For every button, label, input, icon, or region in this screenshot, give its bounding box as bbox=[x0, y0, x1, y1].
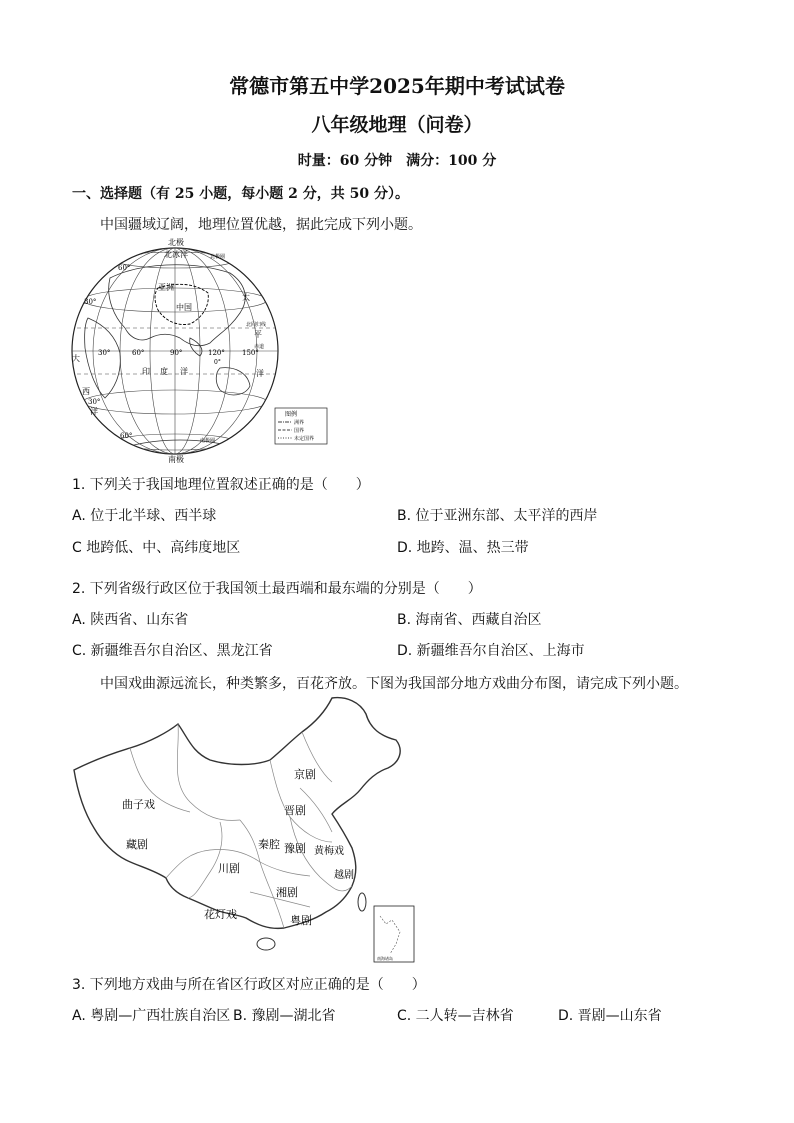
label-south-pole: 南极 bbox=[168, 455, 184, 464]
label-zero: 0° bbox=[214, 359, 221, 366]
q1-option-b[interactable]: B. 位于亚洲东部、太平洋的西岸 bbox=[397, 508, 598, 524]
question-2-stem: 2. 下列省级行政区位于我国领土最西端和最东端的分别是（ ） bbox=[72, 581, 482, 597]
q1-option-a[interactable]: A. 位于北半球、西半球 bbox=[72, 508, 217, 524]
q1-option-d[interactable]: D. 地跨、温、热三带 bbox=[397, 540, 529, 556]
label-indian-3: 洋 bbox=[180, 367, 188, 376]
inset-label: 南海诸岛 bbox=[377, 956, 393, 961]
label-lon-90: 90° bbox=[170, 349, 183, 357]
label-lat-60s: 60° bbox=[120, 432, 133, 440]
exam-subtitle: 八年级地理（问卷） bbox=[311, 114, 483, 136]
q1-option-c[interactable]: C 地跨低、中、高纬度地区 bbox=[72, 540, 241, 556]
label-antarctic-circle: 南极圈 bbox=[200, 438, 216, 444]
opera-label-yueju-zj: 越剧 bbox=[334, 870, 354, 881]
question-1-stem: 1. 下列关于我国地理位置叙述正确的是（ ） bbox=[72, 477, 370, 493]
label-lon-30: 30° bbox=[98, 349, 111, 357]
question-3-stem: 3. 下列地方戏曲与所在省区行政区对应正确的是（ ） bbox=[72, 977, 426, 993]
section-heading: 一、选择题（有 25 小题，每小题 2 分，共 50 分）。 bbox=[72, 186, 409, 202]
opera-label-yuju: 豫剧 bbox=[284, 842, 306, 855]
opera-label-huangmeixi: 黄梅戏 bbox=[314, 846, 344, 857]
label-tropic-cancer: 北回归线 bbox=[246, 322, 267, 328]
label-indian-1: 印 bbox=[142, 367, 150, 376]
opera-label-qinqiang: 秦腔 bbox=[258, 838, 280, 851]
label-arctic-circle: 北极圈 bbox=[210, 254, 226, 260]
label-pacific-2: 平 bbox=[254, 330, 262, 339]
label-asia: 亚洲 bbox=[158, 283, 174, 292]
label-china: 中国 bbox=[176, 303, 192, 312]
opera-label-huadengxi: 花灯戏 bbox=[204, 908, 237, 921]
label-lat-30s: 30° bbox=[88, 398, 101, 406]
intro-paragraph-2: 中国戏曲源远流长，种类繁多，百花齐放。下图为我国部分地方戏曲分布图，请完成下列小题。 bbox=[100, 676, 688, 692]
opera-label-quzixi: 曲子戏 bbox=[122, 798, 155, 811]
china-opera-map bbox=[70, 692, 416, 964]
q3-option-c[interactable]: C. 二人转—吉林省 bbox=[397, 1008, 514, 1024]
q2-option-d[interactable]: D. 新疆维吾尔自治区、上海市 bbox=[397, 643, 585, 659]
exam-title: 常德市第五中学2025年期中考试试卷 bbox=[229, 74, 565, 98]
label-lat-60n: 60° bbox=[118, 264, 131, 272]
opera-label-jinju: 晋剧 bbox=[284, 804, 306, 817]
q3-option-a[interactable]: A. 粤剧—广西壮族自治区 bbox=[72, 1008, 231, 1024]
opera-label-xiangju: 湘剧 bbox=[276, 886, 298, 899]
intro-paragraph-1: 中国疆域辽阔，地理位置优越，据此完成下列小题。 bbox=[100, 217, 422, 233]
exam-meta: 时量：60 分钟 满分：100 分 bbox=[297, 153, 497, 169]
legend-item-2: 国界 bbox=[294, 428, 305, 434]
globe-map bbox=[70, 238, 332, 464]
label-arctic-ocean: 北冰洋 bbox=[164, 250, 188, 259]
legend-item-1: 洲界 bbox=[294, 420, 305, 426]
label-indian-2: 度 bbox=[160, 367, 168, 376]
label-lon-150: 150° bbox=[242, 349, 259, 357]
globe-legend bbox=[275, 408, 327, 444]
q2-option-a[interactable]: A. 陕西省、山东省 bbox=[72, 612, 189, 628]
q3-option-b[interactable]: B. 豫剧—湖北省 bbox=[233, 1008, 336, 1024]
label-lat-30n: 30° bbox=[84, 298, 97, 306]
q2-option-b[interactable]: B. 海南省、西藏自治区 bbox=[397, 612, 542, 628]
label-lon-60: 60° bbox=[132, 349, 145, 357]
opera-label-yueju-gd: 粤剧 bbox=[290, 914, 312, 927]
label-north-pole: 北极 bbox=[168, 238, 184, 247]
label-equator: 赤道 bbox=[254, 344, 265, 350]
label-atlantic-1: 大 bbox=[72, 354, 80, 363]
label-lon-120: 120° bbox=[208, 349, 225, 357]
label-pacific-1: 太 bbox=[242, 293, 250, 302]
opera-label-zangju: 藏剧 bbox=[126, 838, 148, 851]
opera-label-jingju: 京剧 bbox=[294, 768, 316, 781]
label-atlantic-2: 西 bbox=[82, 387, 90, 396]
label-atlantic-3: 洋 bbox=[90, 407, 98, 416]
legend-item-3: 未定国界 bbox=[294, 436, 315, 442]
label-pacific-3: 洋 bbox=[256, 369, 264, 378]
q3-option-d[interactable]: D. 晋剧—山东省 bbox=[558, 1008, 662, 1024]
legend-title: 图例 bbox=[285, 411, 298, 418]
opera-label-chuanju: 川剧 bbox=[218, 862, 240, 875]
q2-option-c[interactable]: C. 新疆维吾尔自治区、黑龙江省 bbox=[72, 643, 273, 659]
